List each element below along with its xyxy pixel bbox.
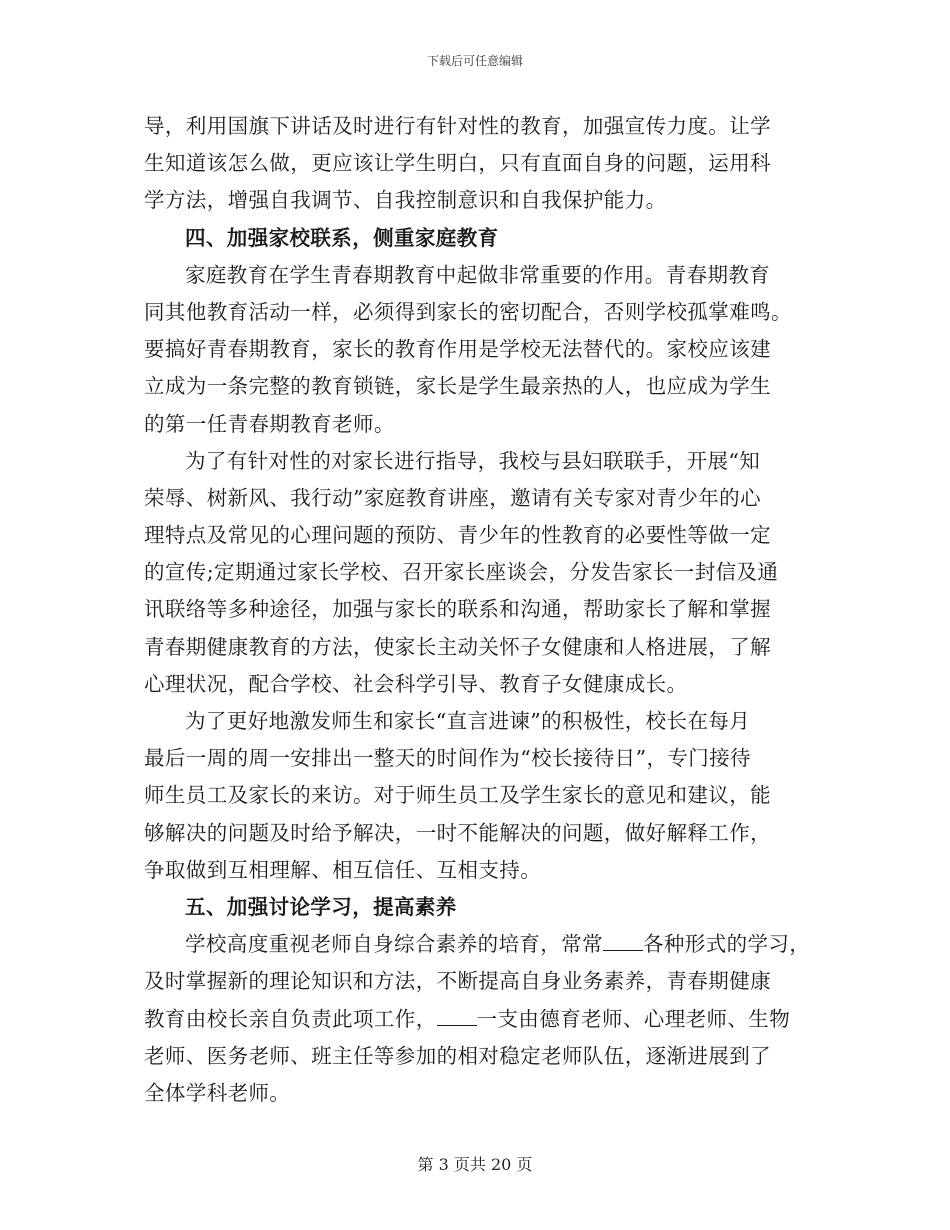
- paragraph-line: 为了有针对性的对家长进行指导，我校与县妇联联手，开展“知: [185, 448, 761, 473]
- fill-in-blank: [603, 932, 643, 951]
- paragraph-line: 生知道该怎么做，更应该让学生明白，只有直面自身的问题，运用科: [144, 151, 771, 176]
- paragraph-line: 够解决的问题及时给予解决，一时不能解决的问题，做好解释工作，: [144, 820, 771, 845]
- paragraph-line: 同其他教育活动一样，必须得到家长的密切配合，否则学校孤掌难鸣。: [144, 299, 792, 324]
- paragraph-line: 讯联络等多种途径，加强与家长的联系和沟通，帮助家长了解和掌握: [144, 597, 771, 622]
- paragraph-line: 学方法，增强自我调节、自我控制意识和自我保护能力。: [144, 188, 667, 213]
- section-heading-5: 五、加强讨论学习，提高素养: [185, 894, 457, 919]
- paragraph-line: 理特点及常见的心理问题的预防、青少年的性教育的必要性等做一定: [144, 523, 771, 548]
- text-segment: 学校高度重视老师自身综合素养的培育，常常: [185, 932, 603, 957]
- paragraph-line: [144, 1001, 809, 1038]
- section-heading-4: 四、加强家校联系，侧重家庭教育: [185, 225, 499, 250]
- paragraph-line: 的宣传;定期通过家长学校、召开家长座谈会，分发告家长一封信及通: [144, 560, 779, 585]
- paragraph-line: [144, 926, 809, 963]
- paragraph-line: 的第一任青春期教育老师。: [144, 411, 395, 436]
- paragraph-line: 争取做到互相理解、相互信任、互相支持。: [144, 857, 542, 882]
- document-body: [144, 108, 809, 1112]
- paragraph-line: 心理状况，配合学校、社会科学引导、教育子女健康成长。: [144, 671, 688, 696]
- paragraph-line: 全体学科老师。: [144, 1080, 291, 1105]
- paragraph-line: 为了更好地激发师生和家长“直言进谏”的积极性，校长在每月: [185, 709, 751, 733]
- page-number: 第 3 页共 20 页: [417, 1155, 533, 1174]
- text-segment: 各种形式的学习，: [643, 932, 811, 957]
- paragraph-line: 老师、医务老师、班主任等参加的相对稳定老师队伍，逐渐进展到了: [144, 1043, 771, 1068]
- paragraph-line: 及时掌握新的理论知识和方法，不断提高自身业务素养，青春期健康: [144, 969, 771, 994]
- paragraph-line: 要搞好青春期教育，家长的教育作用是学校无法替代的。家校应该建: [144, 337, 771, 362]
- paragraph-line: 导，利用国旗下讲话及时进行有针对性的教育，加强宣传力度。让学: [144, 114, 771, 138]
- text-segment: 教育由校长亲自负责此项工作，: [144, 1006, 437, 1031]
- paragraph-line: 荣辱、树新风、我行动”家庭教育讲座，邀请有关专家对青少年的心: [144, 485, 761, 510]
- paragraph-line: 最后一周的周一安排出一整天的时间作为“校长接待日”，专门接待: [144, 746, 751, 771]
- page-header: 下载后可任意编辑: [426, 54, 523, 68]
- paragraph-line: 家庭教育在学生青春期教育中起做非常重要的作用。青春期教育: [185, 262, 771, 287]
- fill-in-blank: [437, 1007, 477, 1026]
- paragraph-line: 立成为一条完整的教育锁链，家长是学生最亲热的人，也应成为学生: [144, 374, 771, 399]
- paragraph-line: 青春期健康教育的方法，使家长主动关怀子女健康和人格进展，了解: [144, 634, 771, 659]
- paragraph-line: 师生员工及家长的来访。对于师生员工及学生家长的意见和建议，能: [144, 783, 771, 808]
- text-segment: 一支由德育老师、心理老师、生物: [476, 1006, 791, 1031]
